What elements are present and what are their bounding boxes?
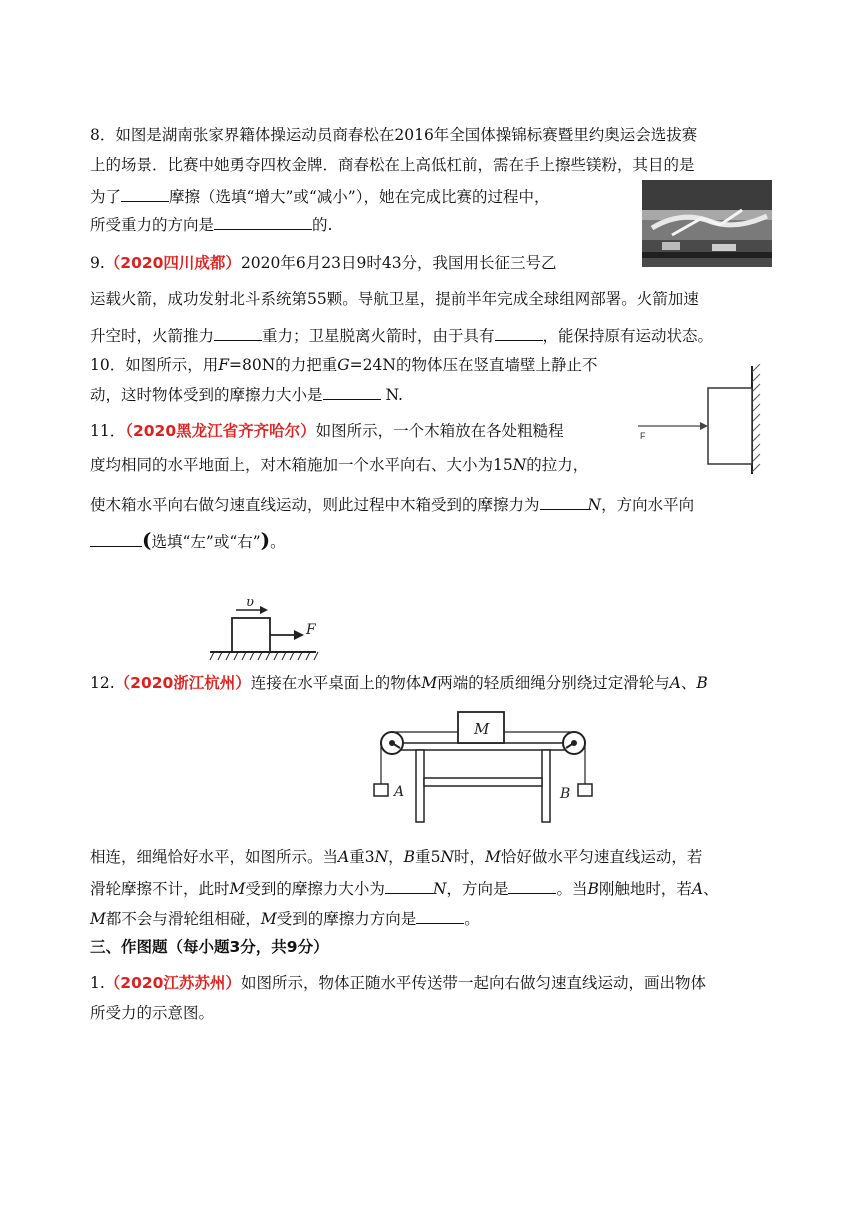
force-label: F (306, 622, 316, 638)
q12-line-2: 相连，细绳恰好水平，如图所示。当A重3N，B重5N时，M恰好做水平匀速直线运动，若 (90, 848, 703, 866)
q11-line-3: 使木箱水平向右做匀速直线运动，则此过程中木箱受到的摩擦力为 N，方向水平向 (90, 496, 695, 514)
weight-b-label: B (560, 786, 571, 802)
answer-blank[interactable] (495, 327, 543, 341)
q9-line-1: 9.（2020四川成都）2020年6月23日9时43分，我国用长征三号乙 (90, 254, 557, 272)
q8-line-4: 所受重力的方向是 的. (90, 216, 333, 234)
answer-blank[interactable] (540, 496, 588, 510)
answer-blank[interactable] (508, 880, 556, 894)
q10-line-1: 10．如图所示，用F=80N的力把重G=24N的物体压在竖直墙壁上静止不 (90, 356, 598, 374)
answer-blank[interactable] (214, 216, 312, 230)
answer-blank[interactable] (416, 910, 464, 924)
weight-a-label: A (394, 784, 405, 800)
q9-line-3: 升空时，火箭推力 重力；卫星脱离火箭时，由于具有 ，能保持原有运动状态。 (90, 327, 714, 345)
q11-line-1: 11．（2020黑龙江省齐齐哈尔）如图所示，一个木箱放在各处粗糙程 (90, 422, 564, 440)
answer-blank[interactable] (323, 386, 381, 400)
answer-blank[interactable] (121, 188, 169, 202)
q12-line-1: 12.（2020浙江杭州）连接在水平桌面上的物体M两端的轻质细绳分别绕过定滑轮与A、B (90, 674, 708, 692)
section-heading: 三、作图题（每小题3分，共9分） (90, 938, 329, 956)
q9-line-2: 运载火箭，成功发射北斗系统第55颗。导航卫星，提前半年完成全球组网部署。火箭加速 (90, 290, 699, 308)
force-label: F (640, 431, 646, 441)
d1-line-1: 1.（2020江苏苏州）如图所示，物体正随水平传送带一起向右做匀速直线运动，画出物体 (90, 974, 706, 992)
q11-line-2: 度均相同的水平地面上，对木箱施加一个水平向右、大小为15N的拉力， (90, 456, 589, 474)
pulley-table-figure (370, 708, 596, 826)
q8-line-3: 为了 摩擦（选填“增大”或“减小”），她在完成比赛的过程中， (90, 188, 550, 206)
answer-blank[interactable] (90, 533, 142, 547)
gymnast-photo (642, 180, 772, 267)
wall-press-figure (636, 364, 770, 476)
velocity-label: υ (246, 595, 254, 610)
q12-line-4: M都不会与滑轮组相碰，M受到的摩擦力方向是 。 (90, 910, 480, 928)
box-ground-figure (208, 590, 320, 662)
q11-line-4: (选填“左”或“右”)。 (90, 530, 286, 551)
q8-line-2: 上的场景．比赛中她勇夺四枚金牌．商春松在上高低杠前，需在手上擦些镁粉，其目的是 (90, 156, 695, 174)
answer-blank[interactable] (214, 327, 262, 341)
q10-line-2: 动，这时物体受到的摩擦力大小是 N. (90, 386, 403, 404)
answer-blank[interactable] (385, 880, 433, 894)
d1-line-2: 所受力的示意图。 (90, 1004, 215, 1022)
q12-line-3: 滑轮摩擦不计，此时M受到的摩擦力大小为 N，方向是 。当B刚触地时，若A、 (90, 880, 719, 898)
q8-line-1: 8．如图是湖南张家界籍体操运动员商春松在2016年全国体操锦标赛暨里约奥运会选拔赛 (90, 126, 698, 144)
mass-label: M (474, 720, 490, 738)
